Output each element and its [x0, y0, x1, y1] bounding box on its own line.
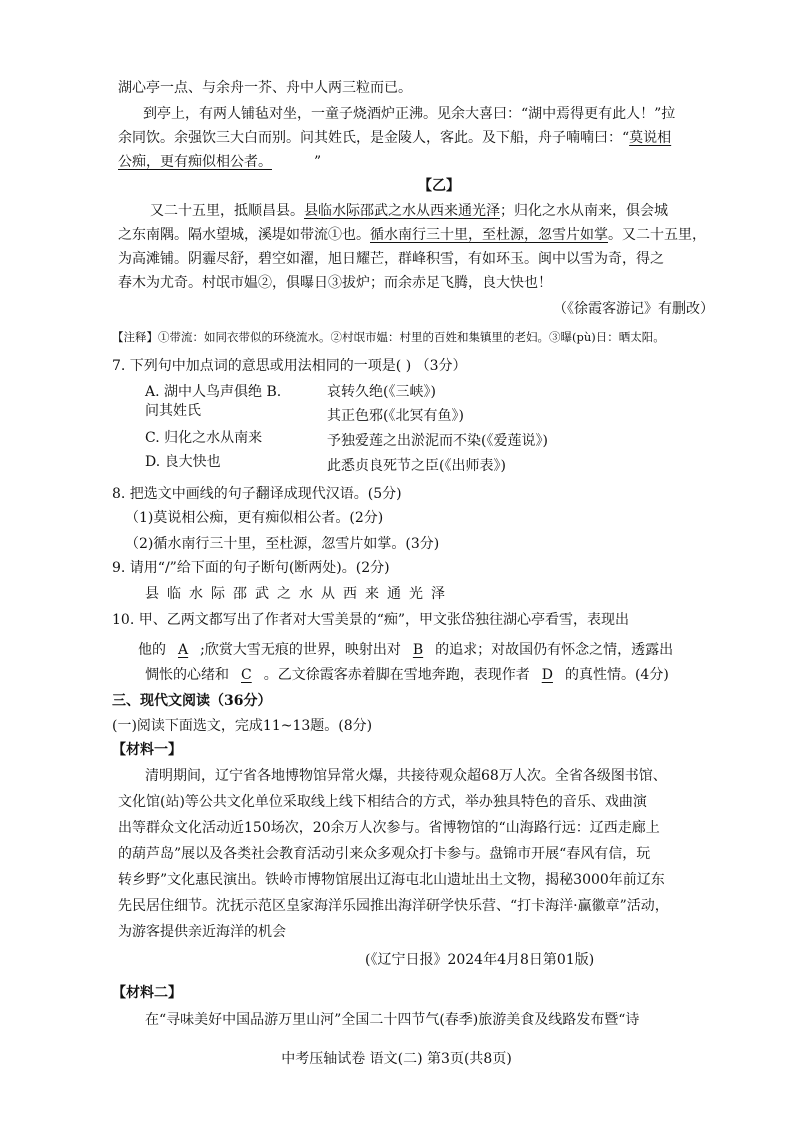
question-9-stem: 9. 请用“/”给下面的句子断句(断两处)。(2分) [112, 560, 390, 576]
material-1-line: 文化馆(站)等公共文化单位采取线上线下相结合的方式，举办独具特色的音乐、戏曲演 [118, 794, 647, 810]
text-span: 的真性情。(4分) [564, 667, 669, 683]
underlined-sentence: 循水南行三十里，至杜源，忽雪片如掌 [370, 227, 608, 243]
q7-compare-c: 予独爱莲之出淤泥而不染(《爱莲说》) [327, 433, 548, 449]
section-title-yi: 【乙】 [418, 178, 460, 194]
material-1-line: 先民居住细节。沈抚示范区皇家海洋乐园推出海洋研学快乐营、“打卡海洋·赢徽章”活动， [118, 898, 669, 914]
material-2-line: 在“寻味美好中国品游万里山河”全国二十四节气(春季)旅游美食及线路发布暨“诗 [145, 1012, 640, 1028]
text-span: 他的 [138, 642, 166, 658]
q9-sentence: 县临水际邵武之水从西来通光泽 [145, 586, 453, 602]
text-line [138, 640, 673, 660]
text-span: 的追求；对故国仍有怀念之情，透露出 [435, 642, 674, 658]
material-1-line: 的葫芦岛”展以及各类社会教育活动引来众多观众打卡参与。盘锦市开展“春风有信，玩 [118, 846, 651, 862]
q7-option-c: C. 归化之水从南来 [145, 430, 263, 446]
underlined-sentence: 莫说相 [629, 130, 672, 146]
text-span: 余同饮。余强饮三大白而别。问其姓氏，是金陵人，客此。及下船，舟子喃喃曰：“ [118, 130, 630, 146]
blank-c: C [241, 667, 252, 683]
text-line: 湖心亭一点、与余舟一芥、舟中人两三粒而已。 [118, 80, 412, 96]
underlined-sentence: 公痴，更有痴似相公者。 [118, 154, 272, 170]
q7-option-b: 问其姓氏 [145, 403, 201, 419]
blank-d: D [541, 667, 553, 683]
material-1-line: 清明期间，辽宁省各地博物馆异常火爆，共接待观众超68万人次。全省各级图书馆、 [145, 768, 667, 784]
blank-a: A [178, 642, 189, 658]
q7-compare-d: 此悉贞良死节之臣(《出师表》) [327, 458, 506, 474]
question-7-stem: 7. 下列句中加点词的意思或用法相同的一项是( ) （3分） [112, 358, 467, 374]
question-10-stem: 10. 甲、乙两文都写出了作者对大雪美景的“痴”，甲文张岱独往湖心亭看雪，表现出 [112, 612, 630, 628]
text-line [118, 225, 706, 245]
q7-option-a: A. 湖中人鸟声俱绝 B. [145, 384, 282, 400]
question-8-stem: 8. 把选文中画线的句子翻译成现代汉语。(5分) [112, 486, 402, 502]
text-line [150, 201, 668, 221]
q8-sub-2: （2)循水南行三十里，至杜源，忽雪片如掌。(3分) [125, 536, 440, 552]
text-span: 惆怅的心绪和 [145, 667, 229, 683]
material-2-title: 【材料二】 [112, 985, 182, 1001]
annotation-note: 【注释】①带流：如同衣带似的环绕流水。②村氓市媪：村里的百姓和集镇里的老妇。③曝(pù)日：晒太阳。 [112, 330, 665, 344]
section-3-intro: (一)阅读下面选文，完成11~13题。(8分) [112, 718, 373, 734]
text-span: 。又二十五里， [608, 227, 706, 243]
q7-compare-b: 其正色邪(《北冥有鱼》) [327, 408, 464, 424]
underlined-sentence: 县临水际邵武之水从西来通光泽 [304, 203, 500, 219]
text-span: 之东南隅。隔水望城，溪堤如带流①也。 [118, 227, 370, 243]
q7-option-d: D. 良大快也 [145, 454, 221, 470]
material-1-line: 出等群众文化活动近150场次，20余万人次参与。省博物馆的“山海路行远：辽西走廊上 [118, 820, 660, 836]
text-span: 又二十五里，抵顺昌县。 [150, 203, 304, 219]
text-line: 春木为尤奇。村氓市媪②，俱曝日③拔炉；而余赤足飞腾，良大快也！ [118, 275, 552, 291]
q8-sub-1: （1)莫说相公痴，更有痴似相公者。(2分) [125, 510, 384, 526]
material-1-line: 转乡野”文化惠民演出。铁岭市博物馆展出辽海屯北山遗址出土文物，揭秘3000年前辽东 [118, 872, 665, 888]
text-line [118, 152, 321, 172]
text-line: 为高滩铺。阴霾尽舒，碧空如濯，旭日耀芒，群峰积雪，有如环玉。闽中以雪为奇，得之 [118, 251, 664, 267]
text-line [145, 665, 669, 685]
section-3-title: 三、现代文阅读（36分） [112, 693, 272, 709]
text-line [118, 128, 671, 148]
page-footer: 中考压轴试卷 语文(二) 第3页(共8页) [281, 1051, 512, 1067]
source-citation: （《徐霞客游记》有删改） [553, 301, 714, 317]
text-span: ;欣赏大雪无痕的世界，映射出对 [200, 642, 401, 658]
q7-compare-a: 哀转久绝(《三峡》) [327, 384, 436, 400]
text-span: ；归化之水从南来，俱会城 [500, 203, 668, 219]
material-1-source: (《辽宁日报》2024年4月8日第01版) [365, 952, 595, 968]
text-span: ” [314, 154, 322, 170]
material-1-title: 【材料一】 [112, 742, 182, 758]
text-span: 。乙文徐霞客赤着脚在雪地奔跑，表现作者 [263, 667, 530, 683]
material-1-line: 为游客提供亲近海洋的机会 [118, 924, 286, 940]
blank-b: B [412, 642, 424, 658]
text-line: 到亭上，有两人铺毡对坐，一童子烧酒炉正沸。见余大喜曰：“湖中焉得更有此人！”拉 [143, 106, 676, 122]
